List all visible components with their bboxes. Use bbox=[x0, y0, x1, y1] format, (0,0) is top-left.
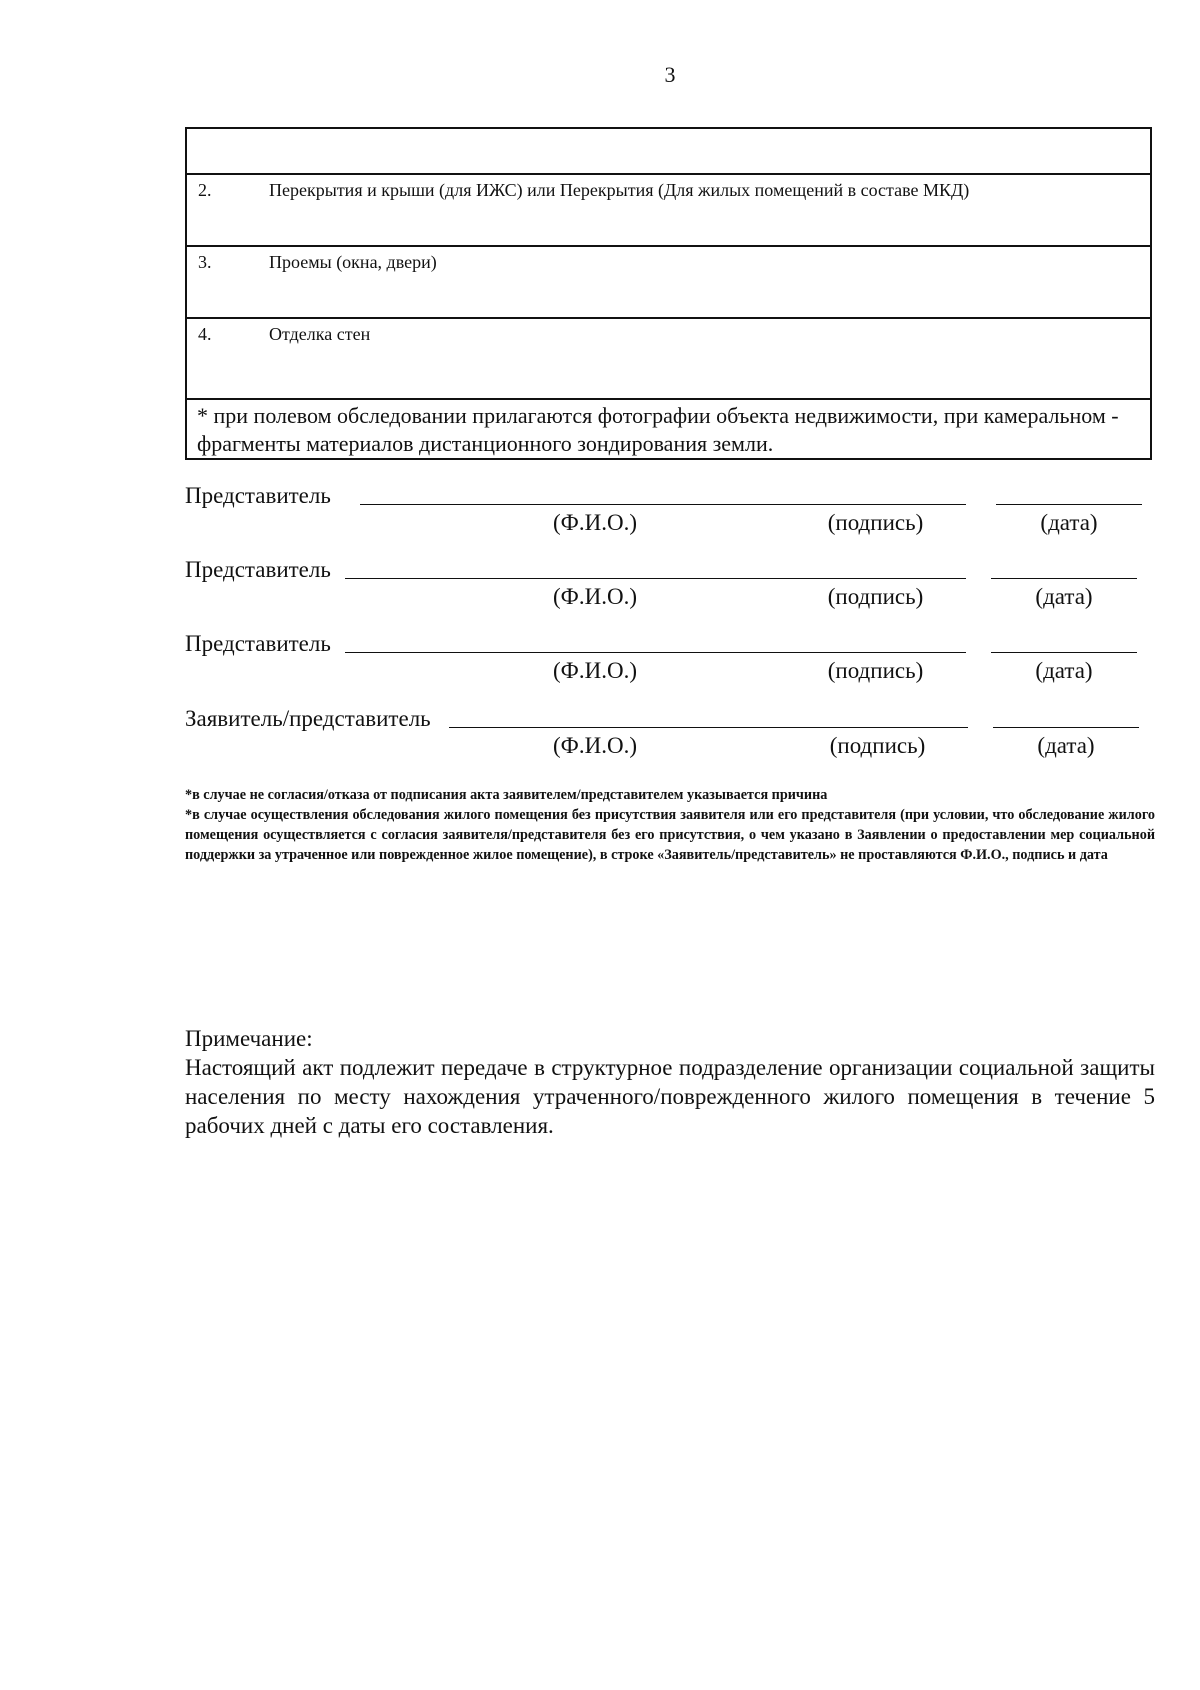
remark-title: Примечание: bbox=[185, 1026, 313, 1051]
page-number: 3 bbox=[664, 62, 676, 87]
signature-caption: (подпись) bbox=[827, 658, 924, 683]
table-row-empty bbox=[186, 128, 1151, 174]
table-cell bbox=[186, 174, 1151, 246]
signature-caption: (подпись) bbox=[829, 733, 926, 758]
signature-block-2 bbox=[185, 557, 1155, 617]
signature-line[interactable] bbox=[785, 504, 966, 505]
signature-role: Представитель bbox=[185, 557, 331, 582]
footnote-absence: *в случае осуществления обследования жилого помещения без присутствия заявителя или его представителя (при условии, что обследование жилого помещения осуществляется с согласия заявителя/представителя без его присутствия, о чем указано в Заявлении о предоставлении мер социальной поддержки за утраченное или поврежденное жилое помещение), в строке «Заявитель/представитель» не проставляются Ф.И.О., подпись и дата bbox=[185, 807, 1155, 863]
photo-note: * при полевом обследовании прилагаются фотографии объекта недвижимости, при камеральном - фрагменты материалов дистанционного зондирования земли. bbox=[186, 399, 1151, 459]
signature-caption: (подпись) bbox=[827, 584, 924, 609]
date-line[interactable] bbox=[993, 727, 1139, 728]
footnote-refusal: *в случае не согласия/отказа от подписания акта заявителем/представителем указывается причина bbox=[185, 787, 828, 803]
signature-role: Представитель bbox=[185, 631, 331, 656]
inspection-table bbox=[185, 127, 1152, 460]
date-caption: (дата) bbox=[1035, 658, 1093, 683]
row-label: Перекрытия и крыши (для ИЖС) или Перекрытия (Для жилых помещений в составе МКД) bbox=[269, 180, 970, 200]
row-label: Проемы (окна, двери) bbox=[269, 252, 437, 272]
date-line[interactable] bbox=[991, 652, 1137, 653]
signature-role: Представитель bbox=[185, 483, 331, 508]
footnotes bbox=[185, 785, 1155, 865]
date-line[interactable] bbox=[996, 504, 1142, 505]
fio-caption: (Ф.И.О.) bbox=[553, 658, 637, 683]
signature-line[interactable] bbox=[787, 727, 968, 728]
row-number: 2. bbox=[198, 180, 212, 200]
row-label: Отделка стен bbox=[269, 324, 371, 344]
row-number: 3. bbox=[198, 252, 212, 272]
signature-block-4 bbox=[185, 706, 1155, 766]
fio-caption: (Ф.И.О.) bbox=[553, 733, 637, 758]
remark bbox=[185, 1024, 1155, 1140]
signature-line[interactable] bbox=[785, 578, 966, 579]
table-row-note bbox=[186, 399, 1151, 459]
row-number: 4. bbox=[198, 324, 212, 344]
table-cell bbox=[186, 318, 1151, 399]
signature-block-3 bbox=[185, 631, 1155, 691]
table-row bbox=[186, 174, 1151, 246]
table-row bbox=[186, 318, 1151, 399]
table-row bbox=[186, 246, 1151, 318]
signature-line[interactable] bbox=[785, 652, 966, 653]
date-caption: (дата) bbox=[1040, 510, 1098, 535]
fio-caption: (Ф.И.О.) bbox=[553, 584, 637, 609]
date-caption: (дата) bbox=[1037, 733, 1095, 758]
date-caption: (дата) bbox=[1035, 584, 1093, 609]
table-cell bbox=[186, 246, 1151, 318]
table-cell bbox=[186, 128, 1151, 174]
signature-role: Заявитель/представитель bbox=[185, 706, 431, 731]
signature-caption: (подпись) bbox=[827, 510, 924, 535]
remark-text: Настоящий акт подлежит передаче в структурное подразделение организации социальной защиты населения по месту нахождения утраченного/поврежденного жилого помещения в течение 5 рабочих дней с даты его составления. bbox=[185, 1055, 1155, 1138]
date-line[interactable] bbox=[991, 578, 1137, 579]
signature-block-1 bbox=[185, 483, 1155, 543]
fio-caption: (Ф.И.О.) bbox=[553, 510, 637, 535]
